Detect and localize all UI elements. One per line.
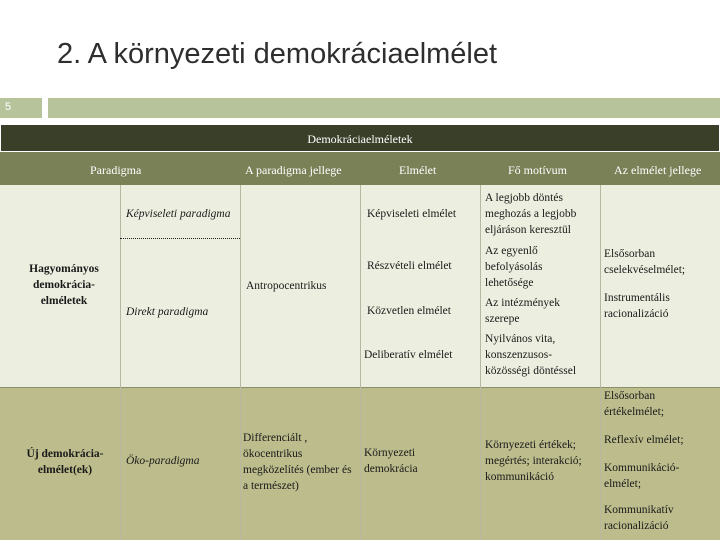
column-header-motivum: Fő motívum bbox=[508, 163, 568, 177]
motive-kornyezeti: Környezeti értékek; megértés; interakció; kommunikáció bbox=[485, 439, 582, 483]
paradigm-kepviseleti: Képviseleti paradigma bbox=[126, 208, 231, 220]
democracy-theories-table bbox=[0, 124, 720, 540]
character-antropocentrikus: Antropocentrikus bbox=[246, 280, 327, 292]
g2-theory-char-4: Kommunikatív racionalizáció bbox=[604, 504, 674, 532]
table-main-header-text: Demokráciaelméletek bbox=[307, 132, 413, 146]
slide-number: 5 bbox=[5, 101, 12, 113]
theory-deliberativ: Deliberatív elmélet bbox=[364, 349, 453, 361]
column-header-jellege: A paradigma jellege bbox=[245, 163, 342, 177]
motive-2: Az egyenlő befolyásolás lehetősége bbox=[485, 245, 543, 289]
character-differencialt: Differenciált , ökocentrikus megközelítés (ember és a természet) bbox=[243, 432, 352, 492]
group2-name: Új demokrácia-elmélet(ek) bbox=[26, 448, 104, 476]
g2-theory-char-2: Reflexív elmélet; bbox=[604, 434, 684, 446]
theory-char-2: Instrumentális racionalizáció bbox=[604, 292, 670, 320]
column-header-elmelet-jellege: Az elmélet jellege bbox=[614, 163, 702, 177]
paradigm-direkt: Direkt paradigma bbox=[126, 306, 209, 318]
column-header-elmelet: Elmélet bbox=[399, 163, 437, 177]
theory-kepviseleti: Képviseleti elmélet bbox=[367, 208, 457, 220]
table-main-header bbox=[0, 124, 720, 152]
motive-1: A legjobb döntés meghozás a legjobb eljáráson keresztül bbox=[485, 192, 577, 236]
motive-3: Az intézmények szerepe bbox=[485, 297, 561, 325]
motive-4: Nyilvános vita, konszenzusos-közösségi döntéssel bbox=[485, 333, 577, 377]
g2-theory-char-3: Kommunikáció-elmélet; bbox=[604, 462, 680, 490]
theory-reszveteli: Részvételi elmélet bbox=[367, 260, 452, 272]
group1-name: Hagyományos demokrácia-elméletek bbox=[29, 263, 99, 307]
theory-kornyezeti-demokracia: Környezeti demokrácia bbox=[364, 447, 418, 475]
theory-kozvetlen: Közvetlen elmélet bbox=[367, 305, 451, 317]
paradigm-oko: Öko-paradigma bbox=[126, 455, 200, 467]
theory-char-1: Elsősorban cselekvéselmélet; bbox=[604, 248, 686, 276]
g2-theory-char-1: Elsősorban értékelmélet; bbox=[604, 390, 665, 418]
title-underline-bar bbox=[48, 98, 720, 118]
column-header-paradigma: Paradigma bbox=[90, 163, 142, 177]
slide-title: 2. A környezeti demokráciaelmélet bbox=[57, 38, 498, 70]
